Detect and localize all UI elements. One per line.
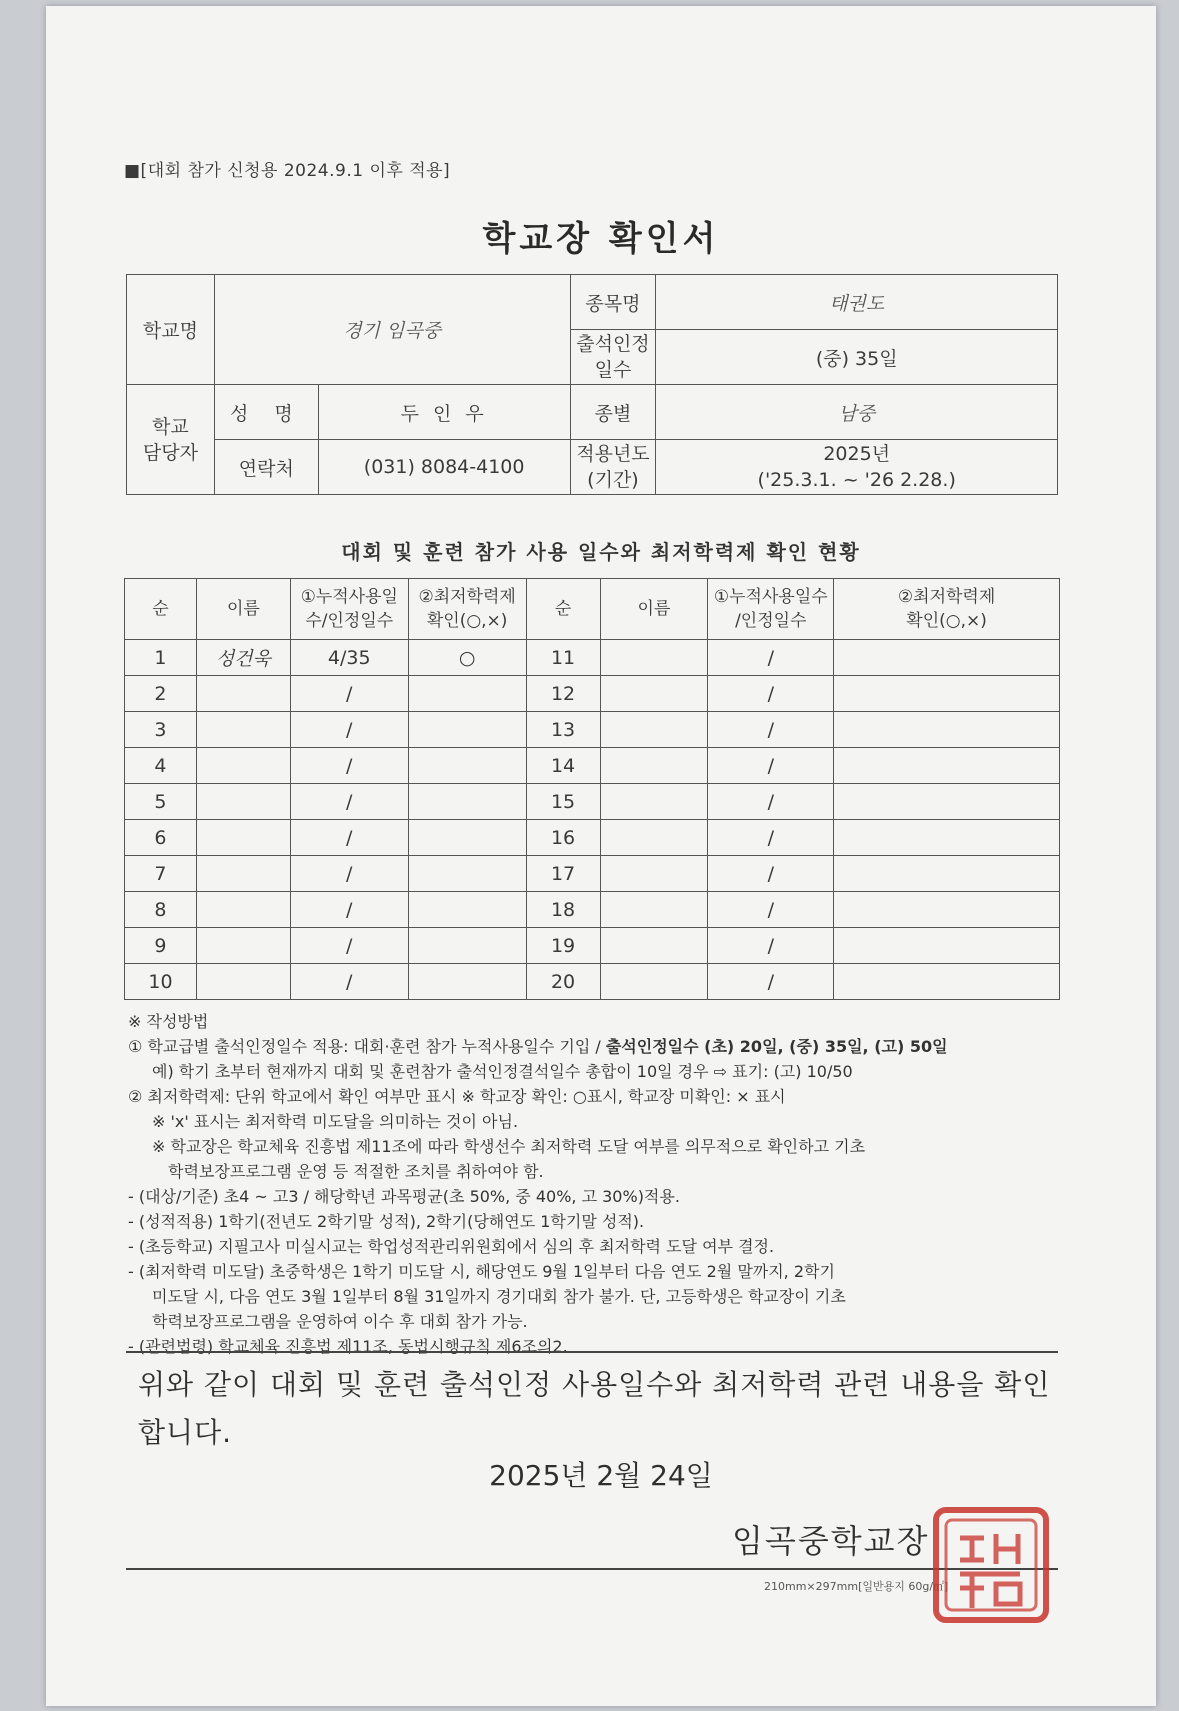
row-name [196, 928, 290, 964]
row-no: 1 [125, 640, 197, 676]
row-days: / [290, 928, 408, 964]
table-row [125, 748, 1060, 784]
category-value: 남중 [656, 385, 1058, 440]
notes-heading: ※ 작성방법 [128, 1012, 209, 1031]
col-no: 순 [125, 579, 197, 640]
row-name [196, 892, 290, 928]
page-title: 학교장 확인서 [482, 219, 720, 259]
row-check-right [834, 712, 1060, 748]
row-no-right: 14 [526, 748, 600, 784]
row-name [196, 964, 290, 1000]
col-name: 이름 [196, 579, 290, 640]
row-no: 6 [125, 820, 197, 856]
row-days-right: / [708, 712, 834, 748]
row-days: / [290, 964, 408, 1000]
row-days: / [290, 856, 408, 892]
sport-label: 종목명 [570, 275, 656, 330]
attendance-value: (중) 35일 [656, 330, 1058, 385]
row-days-right: / [708, 676, 834, 712]
row-no-right: 18 [526, 892, 600, 928]
row-name-right [600, 748, 708, 784]
row-name-right [600, 928, 708, 964]
col-name-right: 이름 [600, 579, 708, 640]
row-days: 4/35 [290, 640, 408, 676]
school-value: 경기 임곡중 [214, 275, 570, 385]
note-2-c: 학력보장프로그램 운영 등 적절한 조치를 취하여야 함. [168, 1162, 544, 1181]
note-2: ② 최저학력제: 단위 학교에서 확인 여부만 표시 ※ 학교장 확인: ○표시, 학교장 미확인: × 표시 [128, 1087, 786, 1106]
row-name-right [600, 640, 708, 676]
top-note: ■[대회 참가 신청용 2024.9.1 이후 적용] [124, 161, 451, 181]
table-row [125, 640, 1060, 676]
attendance-table [124, 578, 1060, 1000]
row-name-right [600, 676, 708, 712]
row-no: 2 [125, 676, 197, 712]
name-value: 두 인 우 [318, 385, 570, 440]
table-row [125, 928, 1060, 964]
row-days-right: / [708, 748, 834, 784]
row-check [408, 676, 526, 712]
row-days-right: / [708, 784, 834, 820]
year-value: 2025년 [823, 443, 891, 465]
row-name [196, 856, 290, 892]
row-no: 8 [125, 892, 197, 928]
note-2-b: ※ 학교장은 학교체육 진흥법 제11조에 따라 학생선수 최저학력 도달 여부를 의무적으로 확인하고 기초 [152, 1137, 866, 1156]
note-1 [128, 1034, 1058, 1059]
row-no: 3 [125, 712, 197, 748]
official-seal-icon [930, 1504, 1052, 1626]
row-check-right [834, 856, 1060, 892]
section-title: 대회 및 훈련 참가 사용 일수와 최저학력제 확인 현황 [341, 540, 861, 564]
row-name [196, 820, 290, 856]
note-2-a: ※ 'x' 표시는 최저학력 미도달을 의미하는 것이 아님. [152, 1112, 519, 1131]
row-days-right: / [708, 820, 834, 856]
row-no: 9 [125, 928, 197, 964]
row-check-right [834, 928, 1060, 964]
bullet-4-d: 학력보장프로그램을 운영하여 이수 후 대회 참가 가능. [152, 1312, 528, 1331]
row-no-right: 13 [526, 712, 600, 748]
row-no: 7 [125, 856, 197, 892]
row-check [408, 856, 526, 892]
row-check-right [834, 676, 1060, 712]
bullet-4: - (최저학력 미도달) 초중학생은 1학기 미도달 시, 해당연도 9월 1일부터 다음 연도 2월 말까지, 2학기 [128, 1262, 835, 1281]
contact-value: (031) 8084-4100 [318, 440, 570, 495]
row-no: 4 [125, 748, 197, 784]
row-check [408, 892, 526, 928]
paper-spec: 210mm×297mm[일반용지 60g/㎡] [764, 1580, 949, 1593]
note-1-text: ① 학교급별 출석인정일수 적용: 대회·훈련 참가 누적사용일수 기입 / [128, 1037, 606, 1056]
row-name [196, 784, 290, 820]
row-days: / [290, 784, 408, 820]
col-check-right: ②최저학력제 확인(○,×) [834, 579, 1060, 640]
bullet-1: - (대상/기준) 초4 ~ 고3 / 해당학년 과목평균(초 50%, 중 40%, 고 30%)적용. [128, 1187, 680, 1206]
row-no-right: 15 [526, 784, 600, 820]
year-cell [656, 440, 1058, 495]
attendance-label: 출석인정 일수 [570, 330, 656, 385]
bullet-4-c: 미도달 시, 다음 연도 3월 1일부터 8월 31일까지 경기대회 참가 불가. 단, 고등학생은 학교장이 기초 [152, 1287, 846, 1306]
row-days-right: / [708, 640, 834, 676]
period-value: ('25.3.1. ~ '26 2.28.) [757, 469, 956, 491]
row-no-right: 20 [526, 964, 600, 1000]
row-name-right [600, 820, 708, 856]
row-check [408, 784, 526, 820]
row-name-right [600, 784, 708, 820]
row-days-right: / [708, 856, 834, 892]
info-table [126, 274, 1058, 495]
row-no-right: 12 [526, 676, 600, 712]
note-1-bold: 출석인정일수 (초) 20일, (중) 35일, (고) 50일 [605, 1037, 948, 1056]
bullet-3: - (초등학교) 지필고사 미실시교는 학업성적관리위원회에서 심의 후 최저학력 도달 여부 결정. [128, 1237, 775, 1256]
row-days: / [290, 892, 408, 928]
row-no: 10 [125, 964, 197, 1000]
divider-bottom [126, 1568, 1058, 1570]
bullet-5: - (관련법령) 학교체육 진흥법 제11조, 동법시행규칙 제6조의2. [128, 1337, 568, 1356]
row-days: / [290, 676, 408, 712]
row-check [408, 964, 526, 1000]
table-row [125, 892, 1060, 928]
row-no: 5 [125, 784, 197, 820]
row-check: ○ [408, 640, 526, 676]
year-label: 적용년도 (기간) [570, 440, 656, 495]
row-days-right: / [708, 892, 834, 928]
row-check [408, 820, 526, 856]
row-check-right [834, 964, 1060, 1000]
row-name-right [600, 964, 708, 1000]
sport-value: 태권도 [656, 275, 1058, 330]
table-row [125, 856, 1060, 892]
divider-top [126, 1351, 1058, 1353]
manager-label: 학교 담당자 [127, 385, 215, 495]
writing-instructions [128, 1009, 1058, 1359]
table-row [125, 784, 1060, 820]
bullet-2: - (성적적용) 1학기(전년도 2학기말 성적), 2학기(당해연도 1학기말 성적). [128, 1212, 645, 1231]
row-no-right: 16 [526, 820, 600, 856]
issue-date: 2025년 2월 24일 [489, 1459, 713, 1492]
table-row [125, 712, 1060, 748]
contact-label: 연락처 [214, 440, 318, 495]
table-row [125, 820, 1060, 856]
col-check: ②최저학력제 확인(○,×) [408, 579, 526, 640]
row-days: / [290, 748, 408, 784]
col-no-right: 순 [526, 579, 600, 640]
row-check-right [834, 640, 1060, 676]
principal-signature: 임곡중학교장 [732, 1522, 930, 1560]
document-page [46, 6, 1156, 1706]
confirmation-text: 위와 같이 대회 및 훈련 출석인정 사용일수와 최저학력 관련 내용을 확인합니다. [138, 1368, 1051, 1449]
name-label: 성 명 [214, 385, 318, 440]
col-days: ①누적사용일 수/인정일수 [290, 579, 408, 640]
row-no-right: 17 [526, 856, 600, 892]
row-check [408, 712, 526, 748]
note-1-example: 예) 학기 초부터 현재까지 대회 및 훈련참가 출석인정결석일수 총합이 10일 경우 ⇨ 표기: (고) 10/50 [152, 1062, 853, 1081]
row-check [408, 928, 526, 964]
row-name-right [600, 856, 708, 892]
row-check-right [834, 748, 1060, 784]
school-label: 학교명 [127, 275, 215, 385]
row-no-right: 11 [526, 640, 600, 676]
row-days: / [290, 712, 408, 748]
row-name [196, 676, 290, 712]
category-label: 종별 [570, 385, 656, 440]
row-check-right [834, 784, 1060, 820]
row-name [196, 712, 290, 748]
table-body [125, 640, 1060, 1000]
row-name-right [600, 892, 708, 928]
row-check [408, 748, 526, 784]
table-row [125, 676, 1060, 712]
row-name: 성건욱 [196, 640, 290, 676]
row-name [196, 748, 290, 784]
table-row [125, 964, 1060, 1000]
row-days: / [290, 820, 408, 856]
col-days-right: ①누적사용일수 /인정일수 [708, 579, 834, 640]
row-days-right: / [708, 964, 834, 1000]
row-name-right [600, 712, 708, 748]
row-check-right [834, 820, 1060, 856]
row-no-right: 19 [526, 928, 600, 964]
row-days-right: / [708, 928, 834, 964]
row-check-right [834, 892, 1060, 928]
